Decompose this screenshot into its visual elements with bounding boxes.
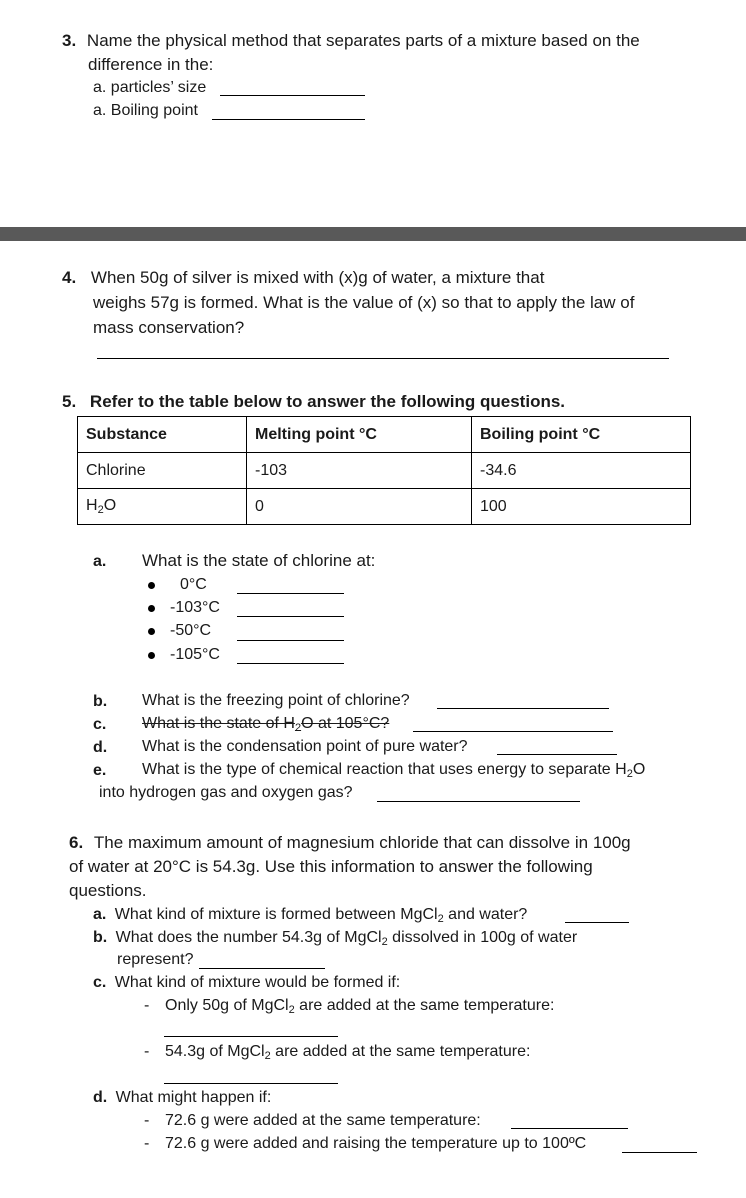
q3-answer-line-2[interactable]	[212, 119, 365, 120]
q6b-text-post: dissolved in 100g of water	[387, 929, 578, 946]
q3-line1	[62, 31, 640, 51]
section-divider	[0, 227, 746, 241]
q3-option-a1: a. particles’ size	[93, 79, 207, 96]
q3-option-a2: a. Boiling point	[93, 102, 198, 119]
q6c-item1-pre: Only 50g of MgCl	[165, 997, 289, 1014]
q6c-text: What kind of mixture would be formed if:	[114, 974, 401, 991]
q6c-item1-post: are added at the same temperature:	[294, 997, 555, 1014]
q5a-label: a.	[93, 553, 107, 570]
q5c-text-post: O at 105°C?	[301, 715, 390, 732]
q5e-line2: into hydrogen gas and oxygen gas?	[99, 784, 353, 801]
subscript: 2	[294, 722, 302, 734]
subscript: 2	[626, 768, 633, 780]
formula-h: H	[86, 497, 98, 514]
q3-line2: difference in the:	[88, 55, 214, 74]
table-cell: 100	[472, 489, 691, 525]
q6a-text-post: and water?	[443, 906, 528, 923]
q6-line3: questions.	[69, 881, 147, 900]
q6b-line2: represent?	[117, 951, 194, 968]
q6d-text: What might happen if:	[115, 1089, 272, 1106]
q5d-text: What is the condensation point of pure water?	[142, 738, 468, 755]
bullet-icon	[148, 628, 155, 635]
q6-line1	[69, 833, 631, 853]
q5c-text-pre: What is the state of H	[142, 715, 295, 732]
q6-text: The maximum amount of magnesium chloride that can dissolve in 100g	[93, 833, 631, 852]
q6c-answer-line-2[interactable]	[164, 1083, 338, 1084]
q4-text: When 50g of silver is mixed with (x)g of water, a mixture that	[90, 268, 545, 287]
q5c-label: c.	[93, 716, 107, 733]
q5a-bullet-2: -103°C	[170, 599, 220, 616]
q5a-answer-line-2[interactable]	[237, 616, 344, 617]
q4-line2: weighs 57g is formed. What is the value of (x) so that to apply the law of	[93, 293, 635, 312]
q4-line1	[62, 268, 544, 288]
table-header-row	[78, 417, 691, 453]
q5d-answer-line[interactable]	[497, 754, 617, 755]
q6d-answer-line-1[interactable]	[511, 1128, 628, 1129]
q6b-label: b.	[93, 929, 108, 946]
formula-o: O	[103, 497, 117, 514]
q5b-text: What is the freezing point of chlorine?	[142, 692, 410, 709]
q6c-answer-line-1[interactable]	[164, 1036, 338, 1037]
properties-table	[77, 416, 691, 525]
subscript: 2	[381, 936, 388, 948]
table-cell: Chlorine	[78, 453, 247, 489]
subscript: 2	[264, 1050, 271, 1062]
table-cell: -103	[247, 453, 472, 489]
q6d-item-1: 72.6 g were added at the same temperature:	[165, 1112, 481, 1129]
subscript: 2	[437, 913, 444, 925]
q5a-answer-line-4[interactable]	[237, 663, 344, 664]
q3-number: 3.	[62, 31, 77, 50]
q6c-dash-2: -	[144, 1043, 150, 1060]
q4-number: 4.	[62, 268, 77, 287]
q3-answer-line-1[interactable]	[220, 95, 365, 96]
q5e-text-post: O	[632, 761, 646, 778]
table-header-cell: Melting point °C	[247, 417, 472, 453]
q6a-answer-line[interactable]	[565, 922, 629, 923]
q5a-bullet-3: -50°C	[170, 622, 212, 639]
q6d-dash-2: -	[144, 1135, 150, 1152]
q6d-label: d.	[93, 1089, 108, 1106]
q5e-text-pre: What is the type of chemical reaction that uses energy to separate H	[142, 761, 627, 778]
table-row	[78, 453, 691, 489]
q5b-answer-line[interactable]	[437, 708, 609, 709]
q6a	[93, 906, 527, 925]
q6-line2: of water at 20°C is 54.3g. Use this information to answer the following	[69, 857, 593, 876]
q5c-text	[142, 715, 389, 734]
q4-answer-line[interactable]	[97, 358, 669, 359]
q6b-text-pre: What does the number 54.3g of MgCl	[115, 929, 382, 946]
q5-number: 5.	[62, 392, 77, 411]
q5a-text: What is the state of chlorine at:	[142, 551, 376, 570]
q5c-answer-line[interactable]	[413, 731, 613, 732]
table-cell	[78, 489, 247, 525]
table-header-cell: Substance	[78, 417, 247, 453]
q6-number: 6.	[69, 833, 84, 852]
subscript: 2	[97, 504, 104, 516]
q6c	[93, 974, 400, 992]
q5e-answer-line[interactable]	[377, 801, 580, 802]
q6c-item-2	[165, 1043, 530, 1062]
q6b	[93, 929, 577, 948]
table-cell: 0	[247, 489, 472, 525]
q3-text: Name the physical method that separates parts of a mixture based on the	[86, 31, 640, 50]
q5a-bullet-1: 0°C	[180, 576, 207, 593]
q6a-label: a.	[93, 906, 107, 923]
q6c-dash-1: -	[144, 997, 150, 1014]
table-row	[78, 489, 691, 525]
q5-heading	[62, 392, 565, 412]
q6d-answer-line-2[interactable]	[622, 1152, 697, 1153]
q6c-item-1	[165, 997, 554, 1016]
q5-heading-text: Refer to the table below to answer the following questions.	[89, 392, 566, 411]
q6d	[93, 1089, 271, 1107]
q6c-item2-pre: 54.3g of MgCl	[165, 1043, 265, 1060]
q5e-text	[142, 761, 645, 780]
table-header-cell: Boiling point °C	[472, 417, 691, 453]
bullet-icon	[148, 652, 155, 659]
q5a-answer-line-1[interactable]	[237, 593, 344, 594]
table-cell: -34.6	[472, 453, 691, 489]
q6d-dash-1: -	[144, 1112, 150, 1129]
q4-line3: mass conservation?	[93, 318, 245, 337]
q5a-bullet-4: -105°C	[170, 646, 220, 663]
q5d-label: d.	[93, 739, 108, 756]
q6d-item-2: 72.6 g were added and raising the temperature up to 100ºC	[165, 1135, 587, 1152]
q6c-label: c.	[93, 974, 107, 991]
q6b-answer-line[interactable]	[199, 968, 325, 969]
q5e-label: e.	[93, 762, 107, 779]
q5a-answer-line-3[interactable]	[237, 640, 344, 641]
subscript: 2	[288, 1004, 295, 1016]
q5b-label: b.	[93, 693, 108, 710]
bullet-icon	[148, 605, 155, 612]
bullet-icon	[148, 582, 155, 589]
q6a-text-pre: What kind of mixture is formed between MgCl	[114, 906, 438, 923]
q6c-item2-post: are added at the same temperature:	[270, 1043, 531, 1060]
